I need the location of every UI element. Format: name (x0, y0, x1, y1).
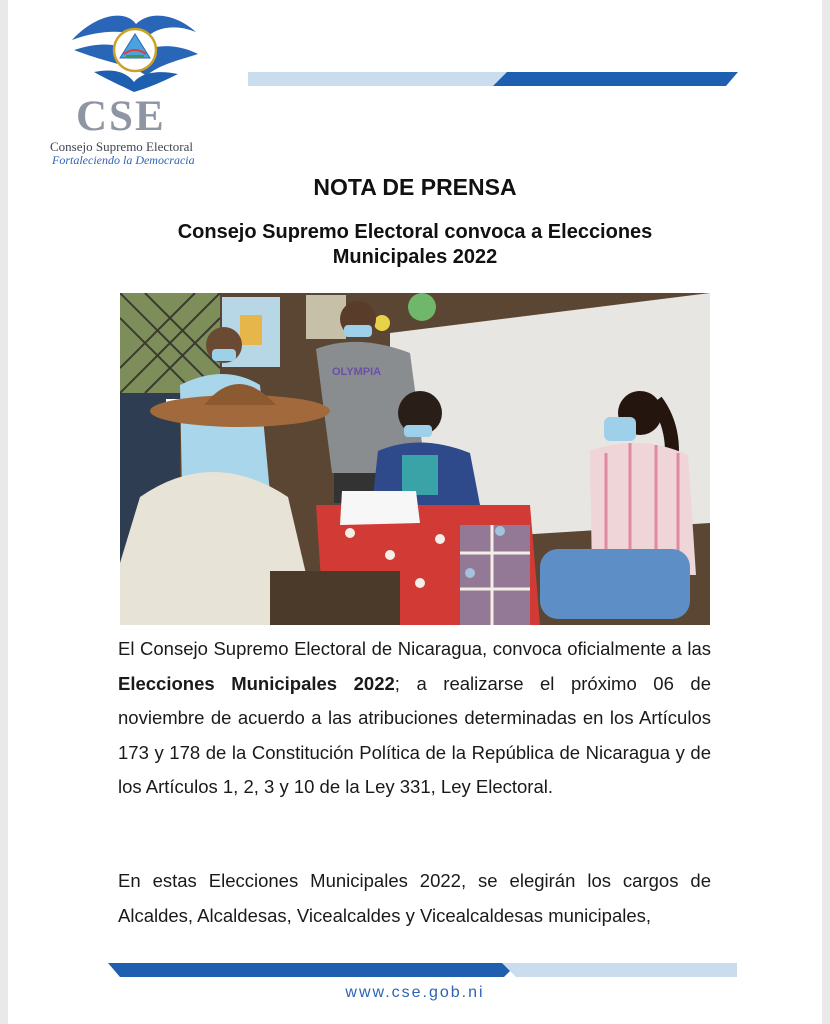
footer-stripe-light (502, 963, 737, 977)
paragraph-1-rest: ; a realizarse el próximo 06 de noviembre de acuerdo a las atribuciones determinadas en los Artículos 173 y 178 de la Constitución Política de la República de Nicaragua y de los Artículos 1, 2, 3 y 10 de la Ley 331, Ley Electoral. (118, 672, 711, 797)
nicaragua-coat-of-arms-icon (64, 10, 204, 92)
header-stripe-light (248, 72, 518, 86)
footer-stripe-dark (108, 963, 518, 977)
footer-website-link[interactable]: www.cse.gob.ni (345, 984, 485, 1001)
voter-registration-scene-image (120, 293, 710, 625)
document-subheading: Consejo Supremo Electoral convoca a Elecciones Municipales 2022 (177, 221, 653, 268)
logo-tagline: Fortaleciendo la Democracia (52, 153, 195, 167)
logo-acronym: CSE (76, 93, 166, 140)
logo-organization-name: Consejo Supremo Electoral (50, 139, 193, 154)
header-stripe-dark (493, 72, 738, 86)
press-release-page (8, 0, 822, 1024)
registration-photo (120, 293, 710, 625)
paragraph-1 (118, 632, 711, 805)
paragraph-1-intro: El Consejo Supremo Electoral de Nicaragua, convoca oficialmente a las (118, 638, 711, 659)
shirt-print: OLYMPIA (332, 366, 382, 378)
paragraph-2: En estas Elecciones Municipales 2022, se elegirán los cargos de Alcaldes, Alcaldesas, Vicealcaldes y Vicealcaldesas municipales, (118, 870, 711, 926)
cse-logo (50, 10, 220, 167)
document-heading: NOTA DE PRENSA (313, 174, 517, 200)
paragraph-1-bold: Elecciones Municipales 2022 (118, 672, 395, 694)
